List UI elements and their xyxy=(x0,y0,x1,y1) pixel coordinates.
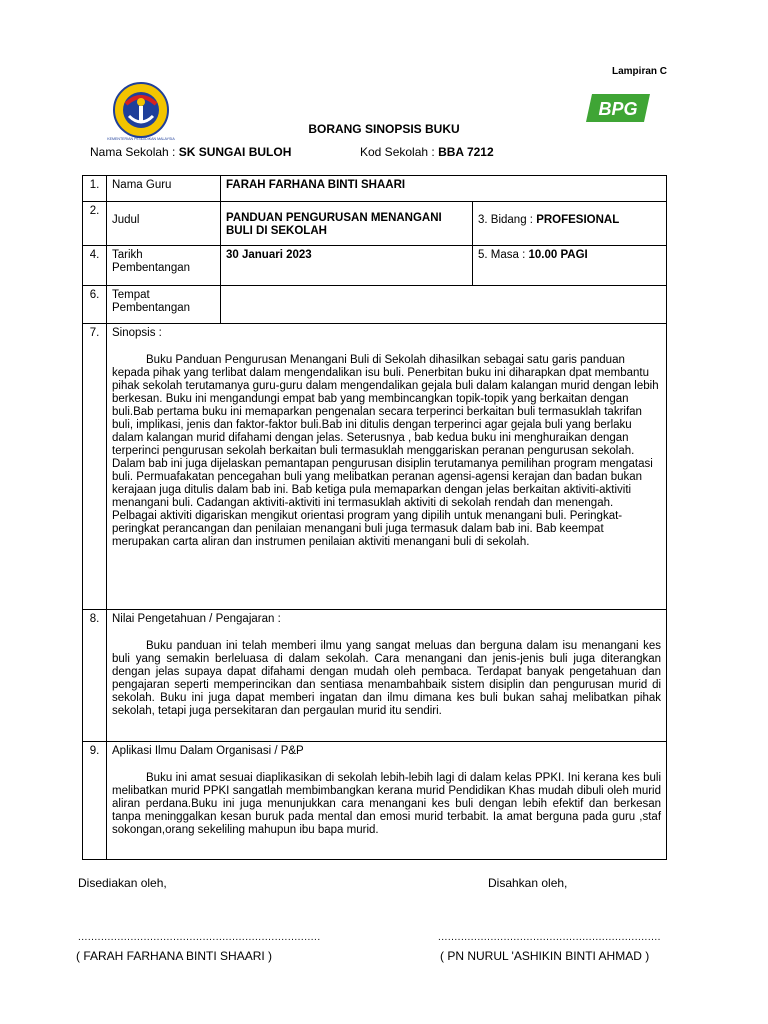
row-knowledge xyxy=(83,610,667,742)
knowledge-label: Nilai Pengetahuan / Pengajaran : xyxy=(112,613,281,625)
form-title: BORANG SINOPSIS BUKU xyxy=(308,122,460,136)
row-label: Tarikh Pembentangan xyxy=(107,246,221,286)
row-number: 4. xyxy=(83,246,107,286)
row-label: Judul xyxy=(107,202,221,246)
row-title xyxy=(83,202,667,246)
bpg-logo xyxy=(584,90,654,126)
school-name: Nama Sekolah : SK SUNGAI BULOH xyxy=(90,145,292,159)
synopsis-text: Buku Panduan Pengurusan Menangani Buli di Sekolah dihasilkan sebagai satu garis panduan kepada pihak yang terlibat dalam mengendalikan isu buli. Penerbitan buku ini diharapkan dpat membantu pihak sekolah terutamanya guru-guru dalam mengendalikan gejala buli dalam kalangan murid dengan lebih berkesan. Buku ini mengandungi empat bab yang membincangkan topik-topik yang berkaitan dengan buli.Bab pertama buku ini memaparkan pengenalan secara terperinci berkaitan buli termasuklah takrifan buli, implikasi, jenis dan faktor-faktor buli.Bab ini ditulis dengan terperinci agar gejala buli yang berlaku dalam kalangan murid difahami dengan jelas. Seterusnya , bab kedua buku ini menghuraikan dengan terperinci pengurusan sekolah berkaitan buli termasuklah menggariskan peranan pengurusan sekolah. Dalam bab ini juga dijelaskan pemantapan pengurusan disiplin terutamanya pemilihan program mengatasi buli. Permuafakatan pencegahan buli yang melibatkan peranan agensi-agensi kerajan dan badan bukan kerajaan juga ditulis dalam bab ini. Bab ketiga pula memaparkan dengan jelas berkaitan aktiviti-aktiviti menangani buli. Cadangan aktiviti-aktiviti ini termasuklah aktiviti di sekolah rendah dan menengah. Pelbagai aktiviti digariskan mengikut orientasi program yang dipilih untuk menangani buli. Peringkat-peringkat perancangan dan penilaian menangani buli juga termasuk dalam bab ini. Bab keempat merupakan carta aliran dan instrumen penilaian aktiviti menangani buli di sekolah. xyxy=(112,354,659,548)
book-title-value: PANDUAN PENGURUSAN MENANGANI BULI DI SEKOLAH xyxy=(221,202,473,246)
synopsis-cell xyxy=(107,324,667,610)
synopsis-label: Sinopsis : xyxy=(112,327,162,339)
row-number: 9. xyxy=(83,742,107,860)
bpg-logo-text: BPG xyxy=(598,99,638,119)
approved-by-label: Disahkan oleh, xyxy=(488,876,568,890)
synopsis-form-table xyxy=(82,175,667,860)
application-text: Buku ini amat sesuai diaplikasikan di sekolah lebih-lebih lagi di dalam kelas PPKI. Ini kerana kes buli melibatkan murid PPKI sangatlah membimbangkan kerana murid Pendidikan Khas mudah dibuli oleh murid aliran perdana.Buku ini juga menunjukkan cara menangani kes buli dengan lebih efektif dan berkesan tanpa meninggalkan kesan buruk pada mental dan emosi murid terbabit. Ia amat berguna pada guru ,staf sokongan,orang sekeliling mahupun ibu bapa murid. xyxy=(112,772,662,836)
row-place xyxy=(83,286,667,324)
approved-signature-line: .................................................................... xyxy=(438,932,661,943)
preparer-name: ( FARAH FARHANA BINTI SHAARI ) xyxy=(76,949,273,963)
row-number: 8. xyxy=(83,610,107,742)
attachment-label: Lampiran C xyxy=(612,66,668,77)
row-synopsis xyxy=(83,324,667,610)
row-date xyxy=(83,246,667,286)
school-code: Kod Sekolah : BBA 7212 xyxy=(360,145,494,159)
place-value xyxy=(221,286,667,324)
application-label: Aplikasi Ilmu Dalam Organisasi / P&P xyxy=(112,745,304,757)
row-application xyxy=(83,742,667,860)
row-number: 1. xyxy=(83,176,107,202)
logo-ring-text: KEMENTERIAN PENDIDIKAN MALAYSIA xyxy=(107,137,175,141)
row-number: 6. xyxy=(83,286,107,324)
row-label: Nama Guru xyxy=(107,176,221,202)
field-cell: 3. Bidang : PROFESIONAL xyxy=(473,202,667,246)
prepared-signature-line: .......................................................................... xyxy=(78,932,321,943)
knowledge-text: Buku panduan ini telah memberi ilmu yang sangat meluas dan berguna dalam isu menangani kes buli yang semakin berleluasa di dalam sekolah. Cara menangani dan jenis-jenis buli juga diterangkan dengan jelas supaya dapat difahami dengan mudah oleh pembaca. Terdapat banyak pengetahuan dan pengajaran seperti memperincikan dan sentiasa menambahbaik sistem disiplin dan pengurusan murid di sekolah. Buku ini juga dapat memberi ingatan dan ilmu dimana kes buli bukan sahaj melibatkan pihak sekolah, tetapi juga persekitaran dan pergaulan murid itu sendiri. xyxy=(112,640,662,717)
row-number: 7. xyxy=(83,324,107,610)
date-value: 30 Januari 2023 xyxy=(221,246,473,286)
row-teacher-name xyxy=(83,176,667,202)
application-cell xyxy=(107,742,667,860)
row-label: Tempat Pembentangan xyxy=(107,286,221,324)
prepared-by-label: Disediakan oleh, xyxy=(78,876,167,890)
teacher-name-value: FARAH FARHANA BINTI SHAARI xyxy=(221,176,667,202)
approver-name: ( PN NURUL 'ASHIKIN BINTI AHMAD ) xyxy=(440,949,650,963)
knowledge-cell xyxy=(107,610,667,742)
time-cell: 5. Masa : 10.00 PAGI xyxy=(473,246,667,286)
row-number: 2. xyxy=(83,202,107,246)
